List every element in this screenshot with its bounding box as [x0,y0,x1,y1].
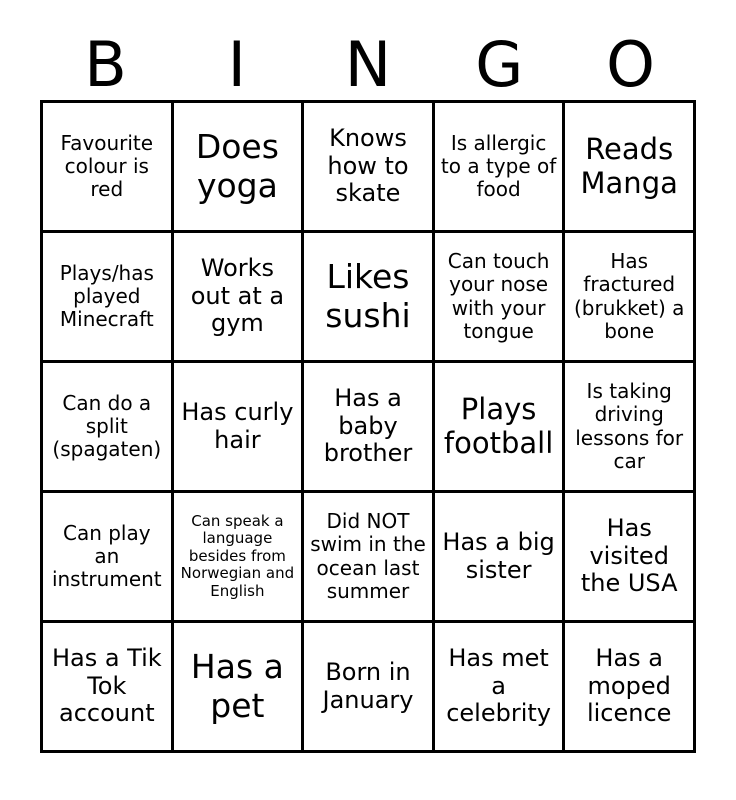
bingo-cell-text: Plays football [443,391,554,460]
bingo-header-letter: I [227,28,246,101]
bingo-header-letter: N [344,28,392,101]
bingo-cell-text: Born in January [322,657,414,714]
bingo-cell[interactable] [304,623,435,753]
bingo-cell[interactable] [435,363,566,493]
bingo-header-letter: O [606,28,655,101]
bingo-cell[interactable] [174,363,305,493]
bingo-cell-text: Can speak a language besides from Norwegian and English [180,512,295,600]
bingo-cell[interactable] [435,493,566,623]
bingo-cell[interactable] [174,103,305,233]
bingo-cell[interactable] [304,103,435,233]
bingo-header-letter: B [84,28,127,101]
bingo-cell-text: Is taking driving lessons for car [575,379,684,473]
bingo-cell[interactable] [174,233,305,363]
bingo-cell[interactable] [304,493,435,623]
bingo-cell[interactable] [174,493,305,623]
bingo-header-letter: G [475,28,524,101]
bingo-cell[interactable] [43,493,174,623]
bingo-cell-text: Has a Tik Tok account [51,643,162,728]
bingo-header [40,18,696,100]
bingo-cell[interactable] [43,103,174,233]
bingo-cell[interactable] [304,363,435,493]
bingo-cell[interactable] [565,623,696,753]
bingo-cell[interactable] [43,363,174,493]
bingo-cell-text: Has a moped licence [586,643,672,728]
bingo-cell[interactable] [565,363,696,493]
bingo-cell-text: Can play an instrument [51,520,162,592]
bingo-cell[interactable] [565,233,696,363]
bingo-cell-text: Likes sushi [325,257,411,335]
bingo-cell-text: Can do a split (spagaten) [52,390,162,462]
bingo-cell-text: Is allergic to a type of food [440,130,557,202]
bingo-cell-text: Has met a celebrity [446,643,551,728]
bingo-cell[interactable] [435,103,566,233]
bingo-grid [40,100,696,753]
bingo-cell-text: Reads Manga [580,131,678,200]
bingo-cell[interactable] [565,493,696,623]
bingo-cell-text: Has a baby brother [323,383,413,468]
bingo-cell[interactable] [304,233,435,363]
bingo-cell-text: Has curly hair [181,397,294,454]
bingo-cell-text: Has fractured (brukket) a bone [573,249,685,343]
bingo-cell-text: Can touch your nose with your tongue [447,249,550,343]
bingo-cell[interactable] [435,623,566,753]
bingo-cell-text: Works out at a gym [190,253,285,338]
bingo-cell-text: Favourite colour is red [60,130,154,202]
bingo-cell-text: Has a big sister [442,527,555,584]
bingo-cell[interactable] [565,103,696,233]
bingo-cell[interactable] [174,623,305,753]
bingo-cell[interactable] [43,623,174,753]
bingo-cell[interactable] [435,233,566,363]
bingo-cell-text: Has visited the USA [580,513,678,598]
bingo-cell[interactable] [43,233,174,363]
bingo-cell-text: Does yoga [195,127,279,205]
bingo-cell-text: Did NOT swim in the ocean last summer [310,509,426,603]
bingo-cell-text: Plays/has played Minecraft [59,260,154,332]
bingo-cell-text: Knows how to skate [327,123,409,208]
bingo-cell-text: Has a pet [190,647,284,725]
